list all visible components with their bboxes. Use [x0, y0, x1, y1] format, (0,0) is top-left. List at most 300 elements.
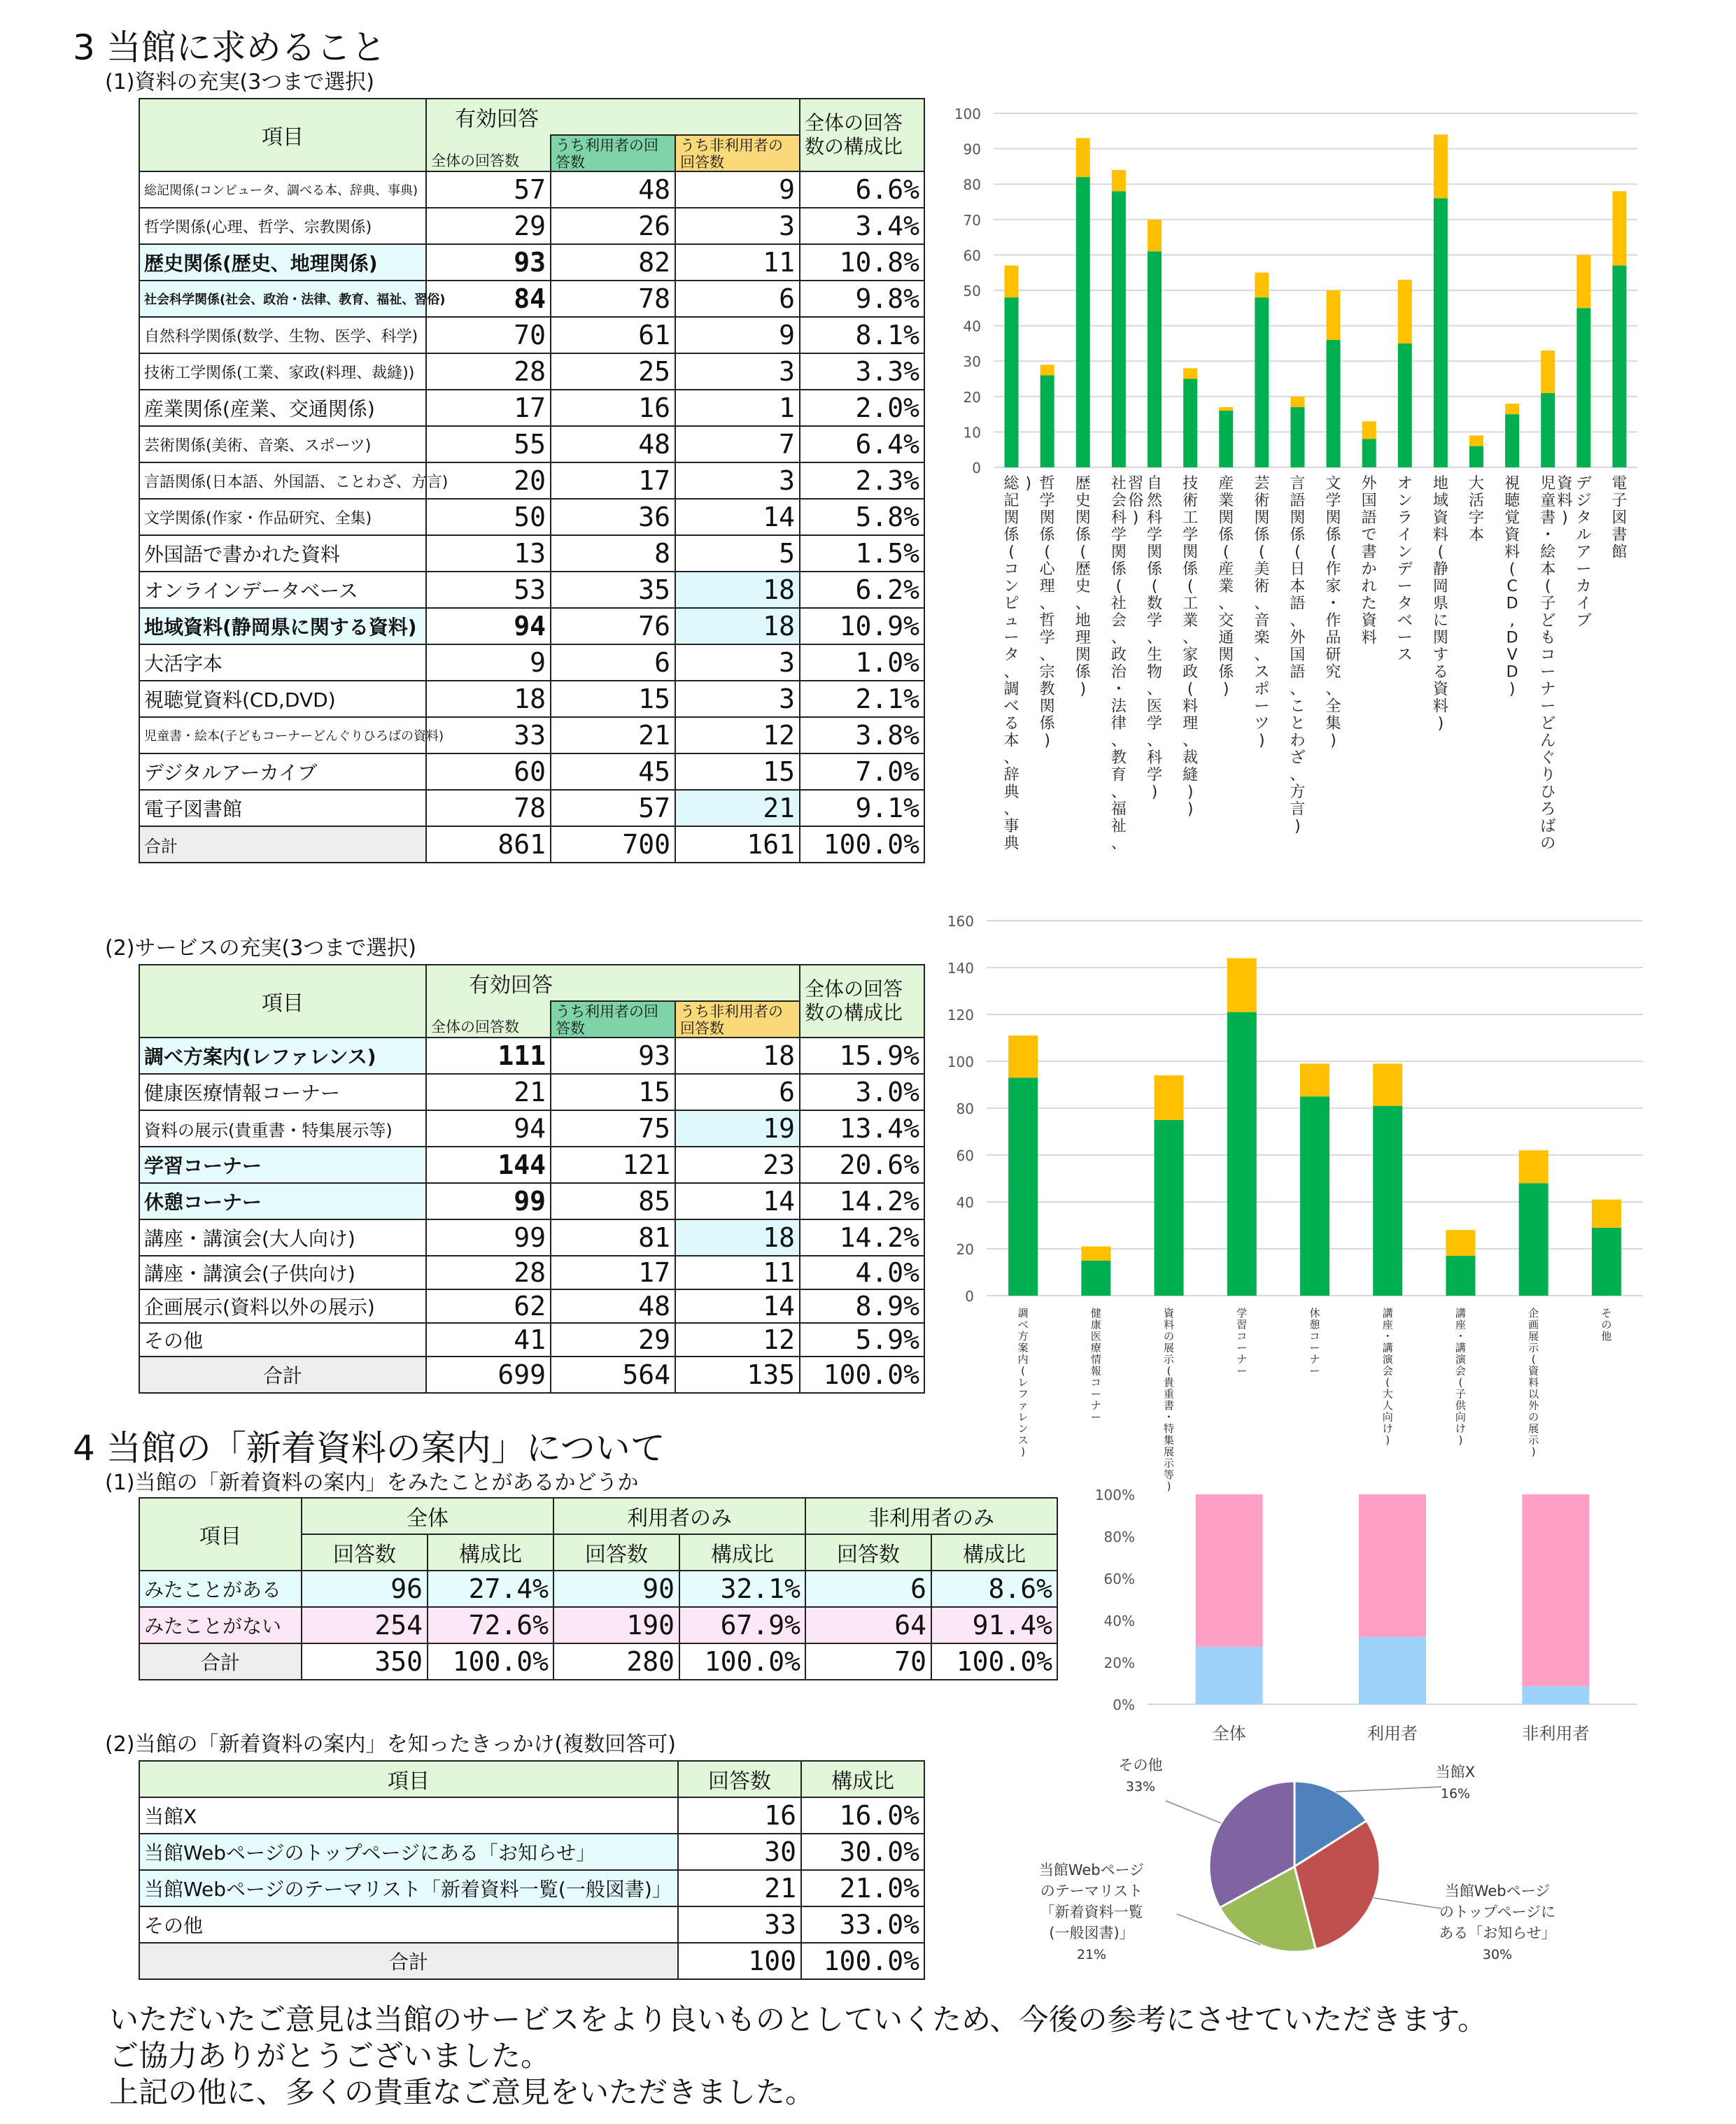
cell-user: 29: [551, 1323, 675, 1357]
row-label: 資料の展示(貴重書・特集展示等): [139, 1110, 426, 1147]
bar-nonuser: [1398, 280, 1412, 344]
x-tick-label: 産業関係(産業、交通関係): [1218, 475, 1234, 698]
cell-ratio: 9.8%: [800, 281, 924, 317]
x-tick-label: 地域資料(静岡県に関する資料): [1432, 475, 1448, 732]
table-row: [139, 1256, 924, 1289]
table-row: [139, 1289, 924, 1323]
y-tick-label: 20: [963, 388, 981, 406]
cell-user: 76: [551, 608, 675, 644]
x-tick-label: 企画展示(資料以外の展示): [1528, 1307, 1539, 1458]
cell-user: 8: [551, 535, 675, 572]
y-tick-label: 140: [947, 960, 974, 977]
cell-user: 15: [551, 681, 675, 717]
header-nonuser: 非利用者のみ: [805, 1498, 1057, 1534]
cell-nonuser: 23: [675, 1147, 800, 1183]
bar-nonuser: [1541, 351, 1555, 393]
bar-user: [1112, 191, 1126, 467]
cell-ratio: 13.4%: [800, 1110, 924, 1147]
y-tick-label: 80: [963, 176, 981, 194]
row-label: 健康医療情報コーナー: [139, 1074, 426, 1110]
pie-pct-label: 33%: [1125, 1779, 1156, 1794]
cell-all: 17: [426, 390, 551, 426]
row-label: 学習コーナー: [139, 1147, 426, 1183]
cell-ratio: 15.9%: [800, 1038, 924, 1074]
cell-all: 41: [426, 1323, 551, 1357]
cell-ratio: 2.3%: [800, 462, 924, 499]
y-tick-label: 0%: [1113, 1697, 1135, 1713]
cell-ur: 100.0%: [679, 1643, 805, 1680]
header-item: 項目: [139, 965, 426, 1038]
total-ratio: 100.0%: [800, 1357, 924, 1393]
header-item: 項目: [139, 1498, 302, 1571]
cell-ratio: 4.0%: [800, 1256, 924, 1289]
cell-nonuser: 7: [675, 426, 800, 462]
row-label: 大活字本: [139, 644, 426, 681]
cell-user: 75: [551, 1110, 675, 1147]
bar-user: [1592, 1228, 1621, 1296]
table-row: [139, 462, 924, 499]
bar-nonuser: [1362, 421, 1376, 439]
cell-nonuser: 11: [675, 1256, 800, 1289]
cell-n: 70: [805, 1643, 931, 1680]
x-tick-label: 児童書・絵本(子どもコーナーどんぐりひろばの資料): [1540, 475, 1573, 853]
x-tick-label: その他: [1601, 1307, 1612, 1343]
row-label: 調べ方案内(レファレンス): [139, 1038, 426, 1074]
cell-user: 17: [551, 462, 675, 499]
row-label: 合計: [139, 1643, 302, 1680]
x-tick-label: 学習コーナー: [1236, 1307, 1248, 1378]
table4-subtitle: (2)当館の「新着資料の案内」を知ったきっかけ(複数回答可): [105, 1732, 676, 1757]
row-label: オンラインデータベース: [139, 572, 426, 608]
table-row: [139, 1219, 924, 1256]
pie-label: 当館Webページのテーマリスト「新着資料一覧(一般図書)」: [1038, 1862, 1145, 1941]
cell-ratio: 7.0%: [800, 753, 924, 790]
header-all: 全体の回答数: [426, 135, 551, 171]
trigger-pie-chart: [994, 1749, 1665, 1987]
cell-user: 6: [551, 644, 675, 681]
total-label: 合計: [139, 1357, 426, 1393]
cell-nonuser: 9: [675, 171, 800, 208]
cell-count: 16: [678, 1797, 801, 1834]
cell-user: 16: [551, 390, 675, 426]
x-tick-label: 利用者: [1367, 1724, 1418, 1743]
cell-nonuser: 1: [675, 390, 800, 426]
cell-nonuser: 21: [675, 790, 800, 826]
bar-user: [1519, 1183, 1548, 1296]
table-row: [139, 681, 924, 717]
y-tick-label: 40: [963, 318, 981, 335]
y-tick-label: 120: [947, 1007, 974, 1024]
header-count: 回答数: [553, 1534, 679, 1571]
cell-all: 111: [426, 1038, 551, 1074]
y-tick-label: 0: [972, 460, 981, 476]
table-row: [139, 1323, 924, 1357]
bar-user: [1612, 266, 1626, 467]
bar-user: [1541, 393, 1555, 467]
bar-user: [1398, 344, 1412, 467]
header-all: 全体の回答数: [426, 1001, 551, 1038]
table-row: [139, 1183, 924, 1219]
bar-user: [1362, 439, 1376, 467]
bar-user: [1219, 411, 1233, 467]
x-tick-label: 視聴覚資料( C D , D V D ): [1504, 475, 1520, 698]
cell-ratio: 3.0%: [800, 1074, 924, 1110]
total-ratio: 100.0%: [800, 826, 924, 863]
bar-nonuser: [1519, 1150, 1548, 1183]
cell-all: 9: [426, 644, 551, 681]
bar-user: [1040, 375, 1054, 467]
cell-nonuser: 18: [675, 572, 800, 608]
table-row: [139, 1607, 1057, 1643]
row-label: みたことがある: [139, 1571, 302, 1607]
cell-all: 28: [426, 353, 551, 390]
row-label: みたことがない: [139, 1607, 302, 1643]
footer-line1: いただいたご意見は当館のサービスをより良いものとしていくため、今後の参考にさせていただきます。: [109, 2002, 1487, 2037]
total-count: 100: [678, 1943, 801, 1979]
cell-all: 60: [426, 753, 551, 790]
cell-all: 78: [426, 790, 551, 826]
cell-ratio: 6.6%: [800, 171, 924, 208]
cell-nonuser: 12: [675, 717, 800, 753]
cell-all: 29: [426, 208, 551, 244]
y-tick-label: 30: [963, 353, 981, 371]
bar-user: [1327, 340, 1341, 467]
cell-all: 13: [426, 535, 551, 572]
cell-ratio: 6.2%: [800, 572, 924, 608]
x-tick-label: 総記関係(コンピュータ、調べる本、辞典、事典): [1003, 475, 1032, 853]
y-tick-label: 100: [954, 106, 981, 122]
row-label: 芸術関係(美術、音楽、スポーツ): [139, 426, 426, 462]
header-valid: 有効回答: [426, 965, 800, 1001]
cell-count: 33: [678, 1906, 801, 1943]
table-row: [139, 535, 924, 572]
row-label: 当館X: [139, 1797, 678, 1834]
row-label: 文学関係(作家・作品研究、全集): [139, 499, 426, 535]
bar-nonuser: [1081, 1247, 1110, 1261]
bar-nonuser: [1112, 170, 1126, 191]
row-label: 地域資料(静岡県に関する資料): [139, 608, 426, 644]
cell-u: 90: [553, 1571, 679, 1607]
pie-pct-label: 16%: [1440, 1786, 1471, 1801]
bar-nonuser: [1008, 1035, 1038, 1077]
cell-ratio: 5.8%: [800, 499, 924, 535]
cell-nr: 8.6%: [931, 1571, 1057, 1607]
cell-ratio: 33.0%: [801, 1906, 924, 1943]
bar-unseen: [1196, 1494, 1263, 1647]
header-count: 回答数: [805, 1534, 931, 1571]
row-label: 休憩コーナー: [139, 1183, 426, 1219]
bar-user: [1300, 1096, 1329, 1296]
bar-user: [1005, 297, 1019, 467]
bar-nonuser: [1446, 1230, 1475, 1256]
x-tick-label: 電子図書館: [1611, 475, 1628, 561]
x-tick-label: 歴史関係(歴史、地理関係): [1075, 475, 1091, 698]
total-user: 700: [551, 826, 675, 863]
bar-user: [1081, 1261, 1110, 1296]
cell-ratio: 3.8%: [800, 717, 924, 753]
row-label: 講座・講演会(子供向け): [139, 1256, 426, 1289]
footer-line3: 上記の他に、多くの貴重なご意見をいただきました。: [109, 2075, 815, 2109]
table-row: [139, 244, 924, 281]
header-item: 項目: [139, 99, 426, 171]
header-ratio: 構成比: [801, 1761, 924, 1797]
table-row: [139, 208, 924, 244]
bar-user: [1227, 1012, 1257, 1296]
cell-nr: 91.4%: [931, 1607, 1057, 1643]
cell-nonuser: 11: [675, 244, 800, 281]
total-all: 861: [426, 826, 551, 863]
bar-nonuser: [1327, 290, 1341, 340]
pie-leader: [1374, 1898, 1441, 1909]
cell-nonuser: 9: [675, 317, 800, 353]
header-user: 利用者のみ: [553, 1498, 805, 1534]
x-tick-label: 技術工学関係(工業、家政(料理、裁縫) ): [1183, 475, 1199, 819]
total-user: 564: [551, 1357, 675, 1393]
pie-label: 当館X: [1435, 1764, 1476, 1780]
cell-ratio: 3.4%: [800, 208, 924, 244]
x-tick-label: 大活字本: [1468, 475, 1485, 544]
header-nonuser: うち非利用者の回答数: [675, 1001, 800, 1038]
cell-nonuser: 3: [675, 353, 800, 390]
cell-a: 254: [302, 1607, 428, 1643]
row-label: 言語関係(日本語、外国語、ことわざ、方言): [139, 462, 426, 499]
x-tick-label: 言語関係(日本語、外国語、ことわざ、方言): [1290, 475, 1306, 835]
bar-user: [1008, 1077, 1038, 1296]
cell-nonuser: 14: [675, 499, 800, 535]
x-tick-label: 社会科学関係(社会、政治・法律、教育、福祉、習俗): [1110, 475, 1144, 853]
row-label: 歴史関係(歴史、地理関係): [139, 244, 426, 281]
header-ratio: 構成比: [428, 1534, 553, 1571]
table-row: [139, 1110, 924, 1147]
bar-seen: [1359, 1637, 1426, 1704]
cell-ratio: 5.9%: [800, 1323, 924, 1357]
table-row: [139, 644, 924, 681]
header-ratio: 全体の回答数の構成比: [800, 99, 924, 171]
materials-table: [139, 98, 925, 863]
table-row: [139, 390, 924, 426]
cell-ratio: 21.0%: [801, 1870, 924, 1906]
bar-user: [1434, 198, 1448, 467]
x-tick-label: 全体: [1212, 1724, 1246, 1743]
table-row: [139, 1038, 924, 1074]
bar-user: [1446, 1256, 1475, 1296]
table-row: [139, 1834, 924, 1870]
x-tick-label: 講座・講演会(子供向け): [1455, 1307, 1466, 1447]
bar-user: [1373, 1106, 1402, 1296]
total-all: 699: [426, 1357, 551, 1393]
bar-user: [1183, 379, 1197, 468]
table3-subtitle: (1)当館の「新着資料の案内」をみたことがあるかどうか: [105, 1471, 639, 1495]
row-label: 技術工学関係(工業、家政(料理、裁縫)): [139, 353, 426, 390]
cell-ratio: 10.9%: [800, 608, 924, 644]
table-row: [139, 717, 924, 753]
cell-nr: 100.0%: [931, 1643, 1057, 1680]
cell-user: 45: [551, 753, 675, 790]
cell-all: 99: [426, 1183, 551, 1219]
y-tick-label: 160: [947, 913, 974, 930]
cell-nonuser: 18: [675, 1219, 800, 1256]
bar-nonuser: [1469, 435, 1483, 446]
header-ratio: 構成比: [931, 1534, 1057, 1571]
cell-user: 35: [551, 572, 675, 608]
bar-nonuser: [1219, 407, 1233, 411]
cell-ratio: 6.4%: [800, 426, 924, 462]
y-tick-label: 20: [956, 1241, 974, 1258]
bar-nonuser: [1227, 958, 1257, 1012]
cell-nonuser: 6: [675, 1074, 800, 1110]
y-tick-label: 40%: [1103, 1613, 1135, 1629]
cell-ratio: 16.0%: [801, 1797, 924, 1834]
cell-nonuser: 5: [675, 535, 800, 572]
cell-nonuser: 3: [675, 208, 800, 244]
bar-user: [1505, 414, 1519, 467]
y-tick-label: 0: [965, 1288, 974, 1305]
cell-user: 25: [551, 353, 675, 390]
table-row: [139, 353, 924, 390]
cell-ratio: 8.9%: [800, 1289, 924, 1323]
x-tick-label: 調べ方案内(レファレンス): [1017, 1307, 1029, 1458]
y-tick-label: 70: [963, 211, 981, 229]
cell-user: 78: [551, 281, 675, 317]
section3-title: 3 当館に求めること: [73, 27, 386, 68]
header-count: 回答数: [302, 1534, 428, 1571]
cell-user: 93: [551, 1038, 675, 1074]
row-label: 視聴覚資料(CD,DVD): [139, 681, 426, 717]
row-label: 講座・講演会(大人向け): [139, 1219, 426, 1256]
cell-ratio: 2.0%: [800, 390, 924, 426]
cell-u: 280: [553, 1643, 679, 1680]
header-user: うち利用者の回答数: [551, 135, 675, 171]
table-row: [139, 317, 924, 353]
table-row: [139, 608, 924, 644]
header-all: 全体: [302, 1498, 553, 1534]
y-tick-label: 100%: [1094, 1487, 1135, 1503]
y-tick-label: 60%: [1103, 1571, 1135, 1587]
cell-ratio: 10.8%: [800, 244, 924, 281]
bar-nonuser: [1592, 1200, 1621, 1228]
bar-user: [1155, 1120, 1184, 1296]
cell-n: 6: [805, 1571, 931, 1607]
cell-ur: 67.9%: [679, 1607, 805, 1643]
y-tick-label: 90: [963, 141, 981, 158]
table-row: [139, 426, 924, 462]
table2-subtitle: (2)サービスの充実(3つまで選択): [105, 936, 416, 961]
row-label: 当館Webページのテーマリスト「新着資料一覧(一般図書)」: [139, 1870, 678, 1906]
cell-all: 50: [426, 499, 551, 535]
y-tick-label: 20%: [1103, 1655, 1135, 1671]
bar-user: [1576, 308, 1590, 467]
cell-ratio: 14.2%: [800, 1219, 924, 1256]
bar-user: [1255, 297, 1269, 467]
cell-ur: 32.1%: [679, 1571, 805, 1607]
x-tick-label: 自然科学関係(数学、生物、医学、科学): [1146, 475, 1163, 801]
row-label: 外国語で書かれた資料: [139, 535, 426, 572]
total-row: [139, 1943, 924, 1979]
cell-all: 33: [426, 717, 551, 753]
cell-nonuser: 3: [675, 462, 800, 499]
cell-user: 82: [551, 244, 675, 281]
bar-user: [1076, 177, 1090, 467]
row-label: 産業関係(産業、交通関係): [139, 390, 426, 426]
header-nonuser: うち非利用者の回答数: [675, 135, 800, 171]
cell-all: 144: [426, 1147, 551, 1183]
row-label: デジタルアーカイブ: [139, 753, 426, 790]
total-non: 161: [675, 826, 800, 863]
cell-ratio: 2.1%: [800, 681, 924, 717]
header-ratio: 全体の回答数の構成比: [800, 965, 924, 1038]
row-label: その他: [139, 1906, 678, 1943]
cell-ar: 100.0%: [428, 1643, 553, 1680]
cell-all: 57: [426, 171, 551, 208]
bar-nonuser: [1290, 397, 1304, 407]
cell-count: 30: [678, 1834, 801, 1870]
table-row: [139, 790, 924, 826]
table-row: [139, 499, 924, 535]
table-row: [139, 1797, 924, 1834]
cell-user: 48: [551, 426, 675, 462]
cell-user: 85: [551, 1183, 675, 1219]
bar-nonuser: [1255, 273, 1269, 297]
x-tick-label: オンラインデータベース: [1397, 475, 1413, 664]
bar-nonuser: [1155, 1075, 1184, 1120]
y-tick-label: 10: [963, 424, 981, 441]
table-row: [139, 1906, 924, 1943]
row-label: 総記関係(コンピュータ、調べる本、辞典、事典): [139, 171, 426, 208]
header-item: 項目: [139, 1761, 678, 1797]
cell-ratio: 8.1%: [800, 317, 924, 353]
y-tick-label: 60: [956, 1147, 974, 1164]
total-non: 135: [675, 1357, 800, 1393]
row-label: 電子図書館: [139, 790, 426, 826]
cell-user: 15: [551, 1074, 675, 1110]
bar-nonuser: [1434, 134, 1448, 198]
bar-user: [1469, 446, 1483, 467]
cell-nonuser: 3: [675, 644, 800, 681]
cell-all: 18: [426, 681, 551, 717]
header-valid: 有効回答: [426, 99, 800, 135]
services-table: [139, 964, 925, 1394]
table-row: [139, 171, 924, 208]
cell-user: 26: [551, 208, 675, 244]
row-label: 企画展示(資料以外の展示): [139, 1289, 426, 1323]
cell-ratio: 3.3%: [800, 353, 924, 390]
table-row: [139, 281, 924, 317]
materials-chart: [945, 98, 1644, 882]
table-row: [139, 1571, 1057, 1607]
row-label: 社会科学関係(社会、政治・法律、教育、福祉、習俗): [139, 281, 426, 317]
x-tick-label: 講座・講演会(大人向け): [1382, 1307, 1393, 1447]
table1-subtitle: (1)資料の充実(3つまで選択): [105, 70, 374, 94]
footer-line2: ご協力ありがとうございました。: [109, 2039, 551, 2073]
cell-all: 94: [426, 1110, 551, 1147]
y-tick-label: 50: [963, 283, 981, 299]
bar-seen: [1196, 1647, 1263, 1704]
x-tick-label: 休憩コーナー: [1309, 1307, 1320, 1378]
section4-title: 4 当館の「新着資料の案内」について: [73, 1428, 665, 1468]
cell-nonuser: 14: [675, 1183, 800, 1219]
cell-all: 28: [426, 1256, 551, 1289]
header-count: 回答数: [678, 1761, 801, 1797]
y-tick-label: 100: [947, 1054, 974, 1070]
bar-nonuser: [1373, 1063, 1402, 1105]
x-tick-label: デジタルアーカイブ: [1576, 475, 1592, 630]
cell-a: 96: [302, 1571, 428, 1607]
total-label: 合計: [139, 826, 426, 863]
table-row: [139, 1643, 1057, 1680]
cell-u: 190: [553, 1607, 679, 1643]
bar-seen: [1522, 1686, 1589, 1704]
cell-all: 84: [426, 281, 551, 317]
